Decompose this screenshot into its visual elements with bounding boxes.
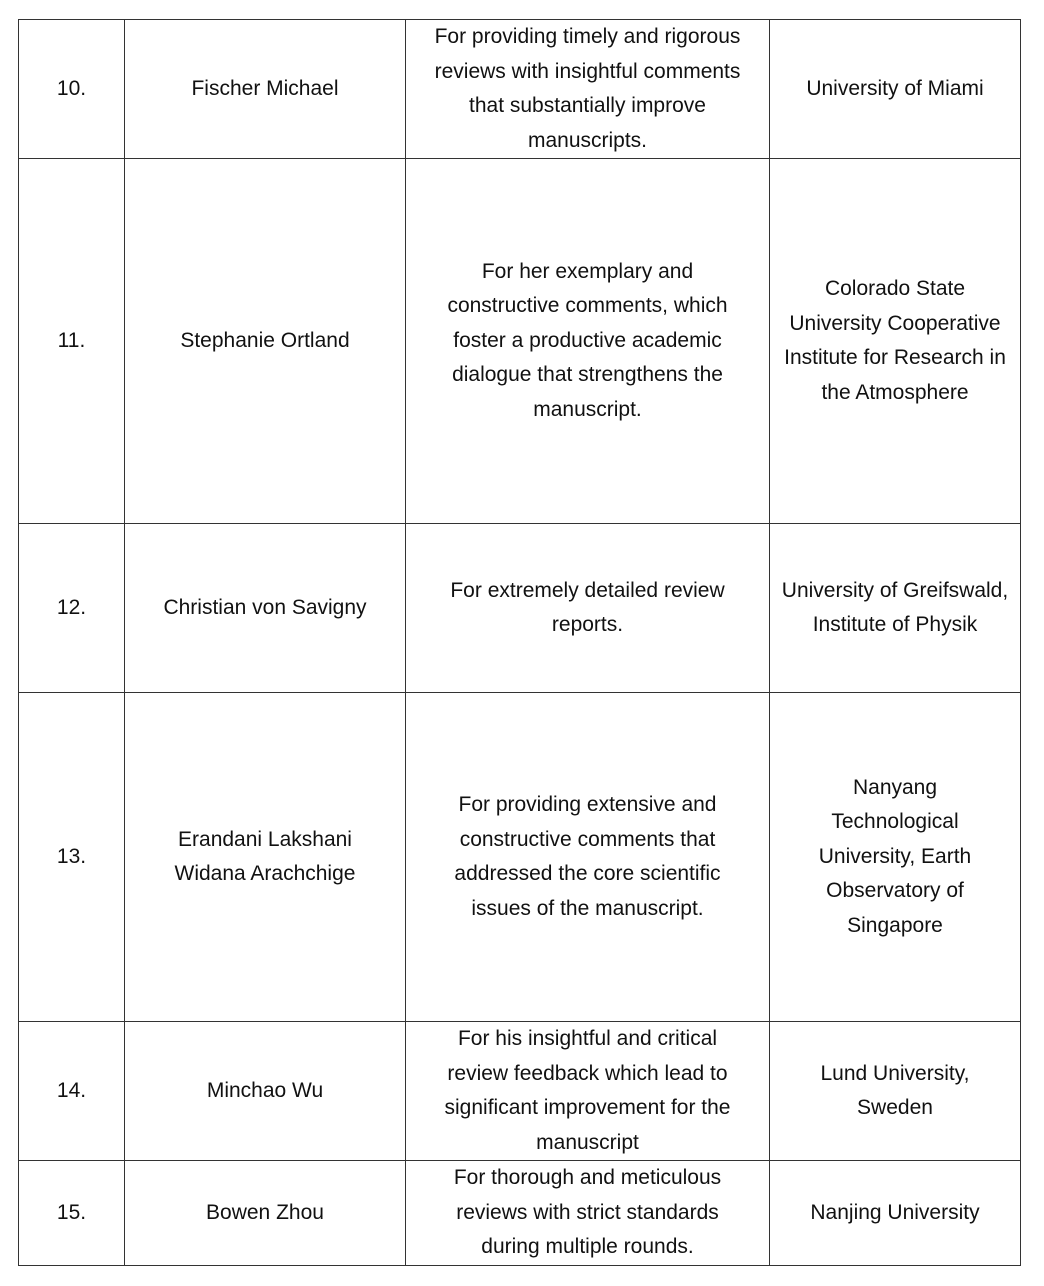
reviewer-name: Fischer Michael bbox=[125, 20, 406, 159]
row-number: 13. bbox=[19, 693, 125, 1022]
table-row bbox=[19, 1161, 1021, 1266]
table-row bbox=[19, 693, 1021, 1022]
reviewer-awards-table bbox=[18, 19, 1021, 1266]
table-row bbox=[19, 524, 1021, 693]
reviewer-name: Bowen Zhou bbox=[125, 1161, 406, 1266]
reviewer-affiliation: Nanjing University bbox=[770, 1161, 1021, 1266]
reviewer-name: Minchao Wu bbox=[125, 1022, 406, 1161]
table-row bbox=[19, 20, 1021, 159]
award-citation: For providing timely and rigorous reviews with insightful comments that substantially improve manuscripts. bbox=[406, 20, 770, 159]
award-citation: For extremely detailed review reports. bbox=[406, 524, 770, 693]
reviewer-affiliation: University of Greifswald, Institute of Physik bbox=[770, 524, 1021, 693]
row-number: 10. bbox=[19, 20, 125, 159]
reviewer-name: Christian von Savigny bbox=[125, 524, 406, 693]
table-row bbox=[19, 1022, 1021, 1161]
row-number: 14. bbox=[19, 1022, 125, 1161]
award-citation: For his insightful and critical review feedback which lead to significant improvement for the manuscript bbox=[406, 1022, 770, 1161]
reviewer-affiliation: Nanyang Technological University, Earth Observatory of Singapore bbox=[770, 693, 1021, 1022]
table-row bbox=[19, 159, 1021, 524]
award-citation: For providing extensive and constructive comments that addressed the core scientific issues of the manuscript. bbox=[406, 693, 770, 1022]
row-number: 11. bbox=[19, 159, 125, 524]
row-number: 15. bbox=[19, 1161, 125, 1266]
reviewer-affiliation: University of Miami bbox=[770, 20, 1021, 159]
reviewer-name: Stephanie Ortland bbox=[125, 159, 406, 524]
row-number: 12. bbox=[19, 524, 125, 693]
reviewer-affiliation: Colorado State University Cooperative Institute for Research in the Atmosphere bbox=[770, 159, 1021, 524]
award-citation: For thorough and meticulous reviews with strict standards during multiple rounds. bbox=[406, 1161, 770, 1266]
reviewer-affiliation: Lund University, Sweden bbox=[770, 1022, 1021, 1161]
reviewer-name: Erandani Lakshani Widana Arachchige bbox=[125, 693, 406, 1022]
award-citation: For her exemplary and constructive comments, which foster a productive academic dialogue that strengthens the manuscript. bbox=[406, 159, 770, 524]
